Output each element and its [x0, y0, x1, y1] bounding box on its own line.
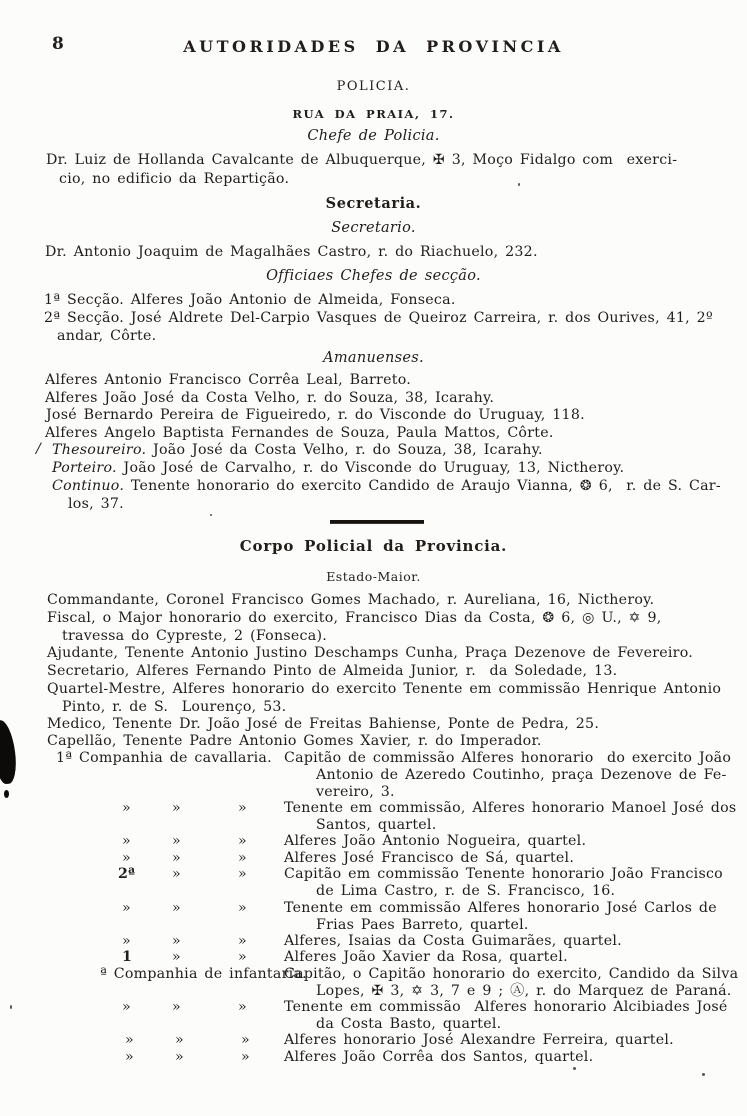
amanuense-entry: José Bernardo Pereira de Figueiredo, r. do Visconde do Uruguay, 118. — [46, 407, 585, 423]
role-label: Porteiro. — [52, 460, 117, 476]
thesoureiro-entry — [52, 442, 543, 459]
ditto-mark: » — [238, 999, 247, 1015]
company-label: 1ª Companhia de cavallaria. — [56, 750, 272, 766]
stray-slash-artifact: / — [36, 441, 42, 457]
ditto-mark: » — [175, 1049, 184, 1065]
staff-entry: Commandante, Coronel Francisco Gomes Machado, r. Aureliana, 16, Nictheroy. — [47, 592, 655, 608]
roster-line: Alferes João Xavier da Rosa, quartel. — [284, 949, 568, 965]
scan-speck — [210, 514, 212, 516]
ditto-mark: » — [122, 833, 131, 849]
company-number: 1 — [122, 949, 133, 965]
roster-line: de Lima Castro, r. de S. Francisco, 16. — [316, 883, 616, 899]
ditto-mark: » — [238, 800, 247, 816]
roster-line: Capitão de commissão Alferes honorario do exercito João — [284, 750, 732, 766]
ditto-mark: » — [172, 933, 181, 949]
ditto-mark: » — [238, 850, 247, 866]
staff-entry-continuation: travessa do Cypreste, 2 (Fonseca). — [62, 628, 327, 644]
ink-blot-artifact — [4, 790, 9, 798]
roster-line: Antonio de Azeredo Coutinho, praça Dezenove de Fe- — [316, 767, 727, 783]
ditto-mark: » — [172, 949, 181, 965]
roster-line: Santos, quartel. — [316, 817, 437, 833]
staff-entry: Quartel-Mestre, Alferes honorario do exercito Tenente em commissão Henrique Antonio — [47, 681, 722, 697]
address-line: RUA DA PRAIA, 17. — [292, 107, 455, 121]
ditto-mark: » — [172, 866, 181, 882]
section-divider-rule — [330, 520, 424, 524]
company-number: 2ª — [118, 866, 136, 882]
staff-entry: Secretario, Alferes Fernando Pinto de Almeida Junior, r. da Soledade, 13. — [47, 663, 618, 679]
staff-entry: Medico, Tenente Dr. João José de Freitas Bahiense, Ponte de Pedra, 25. — [47, 716, 600, 732]
ditto-mark: » — [122, 850, 131, 866]
roster-line: Alferes honorario José Alexandre Ferreira, quartel. — [284, 1032, 674, 1048]
page-number: 8 — [52, 34, 65, 54]
scan-speck — [702, 1073, 705, 1076]
ditto-mark: » — [172, 900, 181, 916]
role-label: Continuo. — [52, 478, 125, 494]
ditto-mark: » — [122, 933, 131, 949]
chefe-entry-line-1: Dr. Luiz de Hollanda Cavalcante de Albuquerque, ✠ 3, Moço Fidalgo com exerci- — [46, 152, 678, 168]
ditto-mark: » — [238, 866, 247, 882]
ditto-mark: » — [172, 999, 181, 1015]
amanuense-entry: Alferes Angelo Baptista Fernandes de Souza, Paula Mattos, Côrte. — [45, 425, 554, 441]
heading-amanuenses: Amanuenses. — [323, 350, 424, 366]
heading-secretario: Secretario. — [331, 220, 416, 236]
ditto-mark: » — [122, 900, 131, 916]
heading-officiaes: Officiaes Chefes de secção. — [266, 268, 481, 284]
ditto-mark: » — [238, 949, 247, 965]
roster-line: Alferes João Corrêa dos Santos, quartel. — [284, 1049, 594, 1065]
roster-line: Tenente em commissão Alferes honorario José Carlos de — [284, 900, 717, 916]
ink-blot-artifact — [0, 719, 19, 785]
roster-line: vereiro, 3. — [316, 784, 395, 800]
seccao2-entry-line-1: 2ª Secção. José Aldrete Del-Carpio Vasques de Queiroz Carreira, r. dos Ourives, 41, 2º — [44, 310, 713, 326]
heading-chefe-de-policia: Chefe de Policia. — [307, 128, 440, 144]
role-label: Thesoureiro. — [52, 442, 147, 458]
continuo-entry-line-2: los, 37. — [68, 496, 124, 512]
ditto-mark: » — [238, 933, 247, 949]
role-text: João José de Carvalho, r. do Visconde do Uruguay, 13, Nictheroy. — [116, 460, 625, 476]
staff-entry-continuation: Pinto, r. de S. Lourenço, 53. — [62, 699, 287, 715]
roster-line: Alferes José Francisco de Sá, quartel. — [284, 850, 575, 866]
roster-line: Tenente em commissão Alferes honorario Alcibiades José — [284, 999, 728, 1015]
ditto-mark: » — [122, 800, 131, 816]
staff-entry: Fiscal, o Major honorario do exercito, Francisco Dias da Costa, ❂ 6, ◎ U., ✡ 9, — [47, 610, 662, 626]
heading-estado-maior: Estado-Maior. — [326, 569, 421, 584]
roster-line: Capitão, o Capitão honorario do exercito, Candido da Silva — [284, 966, 739, 982]
ditto-mark: » — [172, 800, 181, 816]
ditto-mark: » — [238, 900, 247, 916]
heading-corpo-policial: Corpo Policial da Provincia. — [239, 537, 508, 555]
company-label: ª Companhia de infantaria. — [100, 966, 307, 982]
roster-line: da Costa Basto, quartel. — [316, 1016, 502, 1032]
amanuense-entry: Alferes João José da Costa Velho, r. do Souza, 38, Icarahy. — [45, 390, 495, 406]
roster-line: Lopes, ✠ 3, ✡ 3, 7 e 9 ; Ⓐ, r. do Marquez de Paraná. — [316, 983, 732, 999]
section-title-policia: POLICIA. — [336, 79, 411, 94]
staff-entry: Capellão, Tenente Padre Antonio Gomes Xavier, r. do Imperador. — [47, 733, 542, 749]
role-text: João José da Costa Velho, r. do Souza, 38, Icarahy. — [146, 442, 543, 458]
ditto-mark: » — [125, 1049, 134, 1065]
porteiro-entry — [52, 460, 624, 477]
ditto-mark: » — [238, 833, 247, 849]
scan-speck — [518, 183, 520, 186]
secretario-entry: Dr. Antonio Joaquim de Magalhães Castro, r. do Riachuelo, 232. — [45, 244, 538, 260]
roster-line: Frias Paes Barreto, quartel. — [316, 917, 529, 933]
chefe-entry-line-2: cio, no edificio da Repartição. — [59, 171, 290, 187]
amanuense-entry: Alferes Antonio Francisco Corrêa Leal, Barreto. — [45, 372, 411, 388]
roster-line: Tenente em commissão, Alferes honorario Manoel José dos — [284, 800, 737, 816]
ditto-mark: » — [241, 1049, 250, 1065]
scan-speck — [10, 1005, 12, 1009]
ditto-mark: » — [125, 1032, 134, 1048]
continuo-entry-line-1 — [52, 478, 721, 495]
ditto-mark: » — [172, 833, 181, 849]
ditto-mark: » — [241, 1032, 250, 1048]
ditto-mark: » — [172, 850, 181, 866]
running-header: AUTORIDADES DA PROVINCIA — [183, 37, 564, 56]
seccao1-entry: 1ª Secção. Alferes João Antonio de Almeida, Fonseca. — [44, 292, 456, 308]
ditto-mark: » — [175, 1032, 184, 1048]
roster-line: Capitão em commissão Tenente honorario João Francisco — [284, 866, 723, 882]
roster-line: Alferes João Antonio Nogueira, quartel. — [284, 833, 587, 849]
role-text: Tenente honorario do exercito Candido de Araujo Vianna, ❂ 6, r. de S. Car- — [124, 478, 721, 494]
scan-speck — [573, 1067, 576, 1070]
seccao2-entry-line-2: andar, Côrte. — [57, 328, 157, 344]
staff-entry: Ajudante, Tenente Antonio Justino Deschamps Cunha, Praça Dezenove de Fevereiro. — [47, 645, 694, 661]
heading-secretaria: Secretaria. — [325, 195, 422, 212]
ditto-mark: » — [122, 999, 131, 1015]
roster-line: Alferes, Isaias da Costa Guimarães, quartel. — [284, 933, 622, 949]
